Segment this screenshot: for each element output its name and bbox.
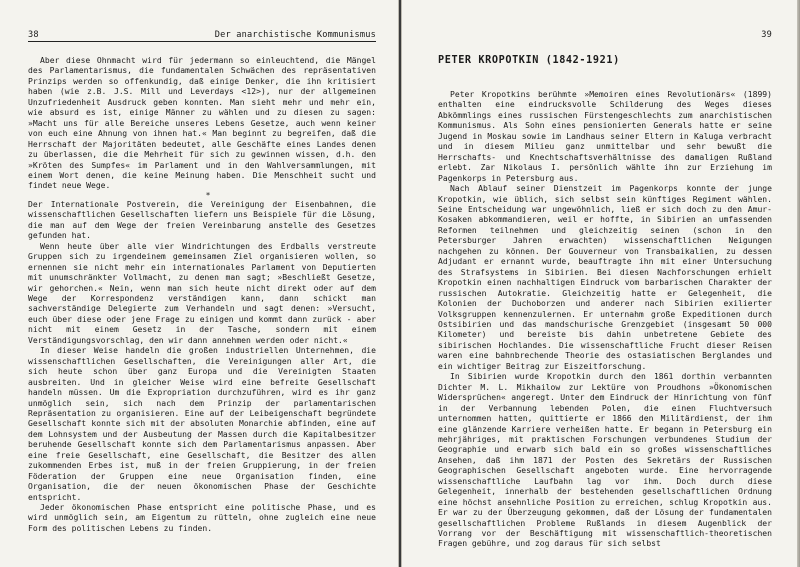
- right-page: [401, 0, 800, 567]
- left-paragraph-3: Wenn heute über alle vier Windrichtungen des Erdballs verstreute Gruppen sich zu irgendeinem gemeinsamen Ziel organisieren wollen, so ernennen sie nicht mehr ein internationales Parlament von Deputierten mit unumschränkter Vollmacht, zu denen man sagt; »Beschließt Gesetze, wir gehorchen.« Nein, wenn man sich heute nicht direkt oder auf dem Wege der Korrespondenz verständigen kann, dann schickt man sachverständige Delegierte zum Verhandeln und sagt denen: »Versucht, euch über diese oder jene Frage zu einigen und kommt dann zurück - aber nicht mit einem Gesetz in der Tasche, sondern mit einem Verständigungsvorschlag, den wir dann annehmen werden oder nicht.«: [28, 241, 376, 345]
- right-running-head: [438, 30, 772, 41]
- left-paragraph-1: Aber diese Ohnmacht wird für jedermann so einleuchtend, die Mängel des Parlamentarismus, die fundamentalen Schwächen des repräsentativen Prinzips werden so offenkundig, daß einige Denker, die ihn kritisiert haben (wie z.B. J.S. Mill und Leverdays <12>), nur der allgemeinen Unzufriedenheit Ausdruck geben konnten. Man sieht mehr und mehr ein, wie absurd es ist, einige Männer zu wählen und zu diesen zu sagen: »Macht uns für alle Bereiche unseres Lebens Gesetze, auch wenn keiner von euch eine Ahnung von ihnen hat.« Man beginnt zu begreifen, daß die Herrschaft der Majoritäten bedeutet, alle Geschäfte eines Landes denen zu überlassen, die die Mehrheit für sich zu gewinnen wissen, d.h. den »Kröten des Sumpfes« im Parlament und in den Wahlversammlungen, mit einem Wort denen, die keine Meinung haben. Die Menschheit sucht und findet neue Wege.: [28, 56, 376, 191]
- right-paragraph-3: In Sibirien wurde Kropotkin durch den 1861 dorthin verbannten Dichter M. L. Mikhailow zur Lektüre von Proudhons »Ökonomischen Widersprüchen« angeregt. Unter dem Eindruck der Hinrichtung von fünf in der Verbannung lebenden Polen, die einen Fluchtversuch unternommen hatten, quittierte er 1866 den Militärdienst, der ihm eine glänzende Karriere verheißen hatte. Er begann in Petersburg ein mehrjähriges, mit praktischen Forschungen verbundenes Studium der Geographie und erwarb sich bald ein so großes wissenschaftliches Ansehen, daß ihm 1871 der Posten des Sekretärs der Russischen Geographischen Gesellschaft angeboten wurde. Eine hervorragende wissenschaftliche Laufbahn lag vor ihm. Doch durch diese Gelegenheit, innerhalb der bestehenden gesellschaftlichen Ordnung eine höchst ansehnliche Position zu erreichen, schlug Kropotkin aus. Er war zu der Überzeugung gekommen, daß der Lösung der fundamentalen gesellschaftlichen Probleme Rußlands in diesem Augenblick der Vorrang vor der Beschäftigung mit wissenschaftlich-theoretischen Fragen gebühre, und zog daraus für sich selbst: [438, 372, 772, 549]
- right-page-number: 39: [761, 30, 772, 40]
- left-page-number: 38: [28, 30, 39, 40]
- left-paragraph-5: Jeder ökonomischen Phase entspricht eine politische Phase, und es wird unmöglich sein, am Eigentum zu rütteln, ohne zugleich eine neue Form des politischen Lebens zu finden.: [28, 503, 376, 533]
- left-page: [0, 0, 399, 567]
- left-body-text: [28, 56, 376, 534]
- left-paragraph-2: Der Internationale Postverein, die Vereinigung der Eisenbahnen, die wissenschaftlichen Gesellschaften liefern uns Beispiele für die Lösung, die man auf dem Wege der freien Vereinbarung anstelle des Gesetzes gefunden hat.: [28, 199, 376, 241]
- chapter-title: PETER KROPOTKIN (1842-1921): [438, 55, 620, 66]
- left-running-head: [28, 30, 376, 42]
- section-separator: *: [205, 190, 211, 200]
- right-paragraph-2: Nach Ablauf seiner Dienstzeit im Pagenkorps konnte der junge Kropotkin, wie üblich, sich selbst sein künftiges Regiment wählen. Seine Entscheidung war ungewöhnlich, ließ er sich doch zu den Amur-Kosaken abkommandieren, weil er hoffte, in Sibirien an umfassenden Reformen teilnehmen und gleichzeitig seinen (schon in den Petersburger Jahren erwachten) wissenschaftlichen Neigungen nachgehen zu können. Der Gouverneur von Transbaikalien, zu dessen Adjudant er ernannt wurde, beauftragte ihn mit einer Untersuchung des Strafsystems in Sibirien. Bei diesen Nachforschungen erhielt Kropotkin einen nachhaltigen Eindruck vom barbarischen Charakter der russischen Autokratie. Gleichzeitig hatte er Gelegenheit, die Kolonien der Duchoborzen und anderer nach Sibirien exilierter Volksgruppen kennenzulernen. Er unternahm große Expeditionen durch Ostsibirien und das mandschurische Grenzgebiet (insgesamt 50 000 Kilometer) und bereiste bis dahin unbetretene Gebiete des sibirischen Hochlandes. Die wissenschaftliche Frucht dieser Reisen waren eine bahnbrechende Theorie des ostasiatischen Berglandes und ein wichtiger Beitrag zur Eiszeitforschung.: [438, 184, 772, 371]
- right-body-text: [438, 90, 772, 550]
- left-running-title: Der anarchistische Kommunismus: [214, 30, 376, 40]
- right-paragraph-1: Peter Kropotkins berühmte »Memoiren eines Revolutionärs« (1899) enthalten eine eindrucksvolle Schilderung des Weges dieses Abkömmlings eines russischen Fürstengeschlechts zum anarchistischen Kommunismus. Als Sohn eines pensionierten Generals hatte er seine Jugend in Moskau sowie im Landhaus seiner Eltern in Kaluga verbracht und in diesem Milieu ganz unmittelbar und sehr bewußt die Herrschafts- und Knechtschaftsverhältnisse des damaligen Rußland erlebt. Zar Nikolaus I. persönlich wählte ihn zur Erziehung im Pagenkorps in Petersburg aus.: [438, 90, 772, 183]
- left-paragraph-4: In dieser Weise handeln die großen industriellen Unternehmen, die wissenschaftlichen Gesellschaften, die Vereinigungen aller Art, die sich heute schon über ganz Europa und die Vereinigten Staaten ausbreiten. Und in gleicher Weise wird eine befreite Gesellschaft handeln müssen. Um die Expropriation durchzuführen, wird es ihr ganz unmöglich sein, sich nach dem Prinzip der parlamentarischen Repräsentation zu organisieren. Eine auf der Leibeigenschaft begründete Gesellschaft konnte sich mit der absoluten Monarchie abfinden, eine auf dem Lohnsystem und der Ausbeutung der Massen durch die Kapitalbesitzer beruhende Gesellschaft konnte sich dem Parlamentarismus anpassen. Aber eine freie Gesellschaft, eine Gesellschaft, die Besitzer des allen zukommenden Erbes ist, muß in der freien Gruppierung, in der freien Föderation der Gruppen eine neue Organisation finden, eine Organisation, die der neuen ökonomischen Phase der Geschichte entspricht.: [28, 346, 376, 502]
